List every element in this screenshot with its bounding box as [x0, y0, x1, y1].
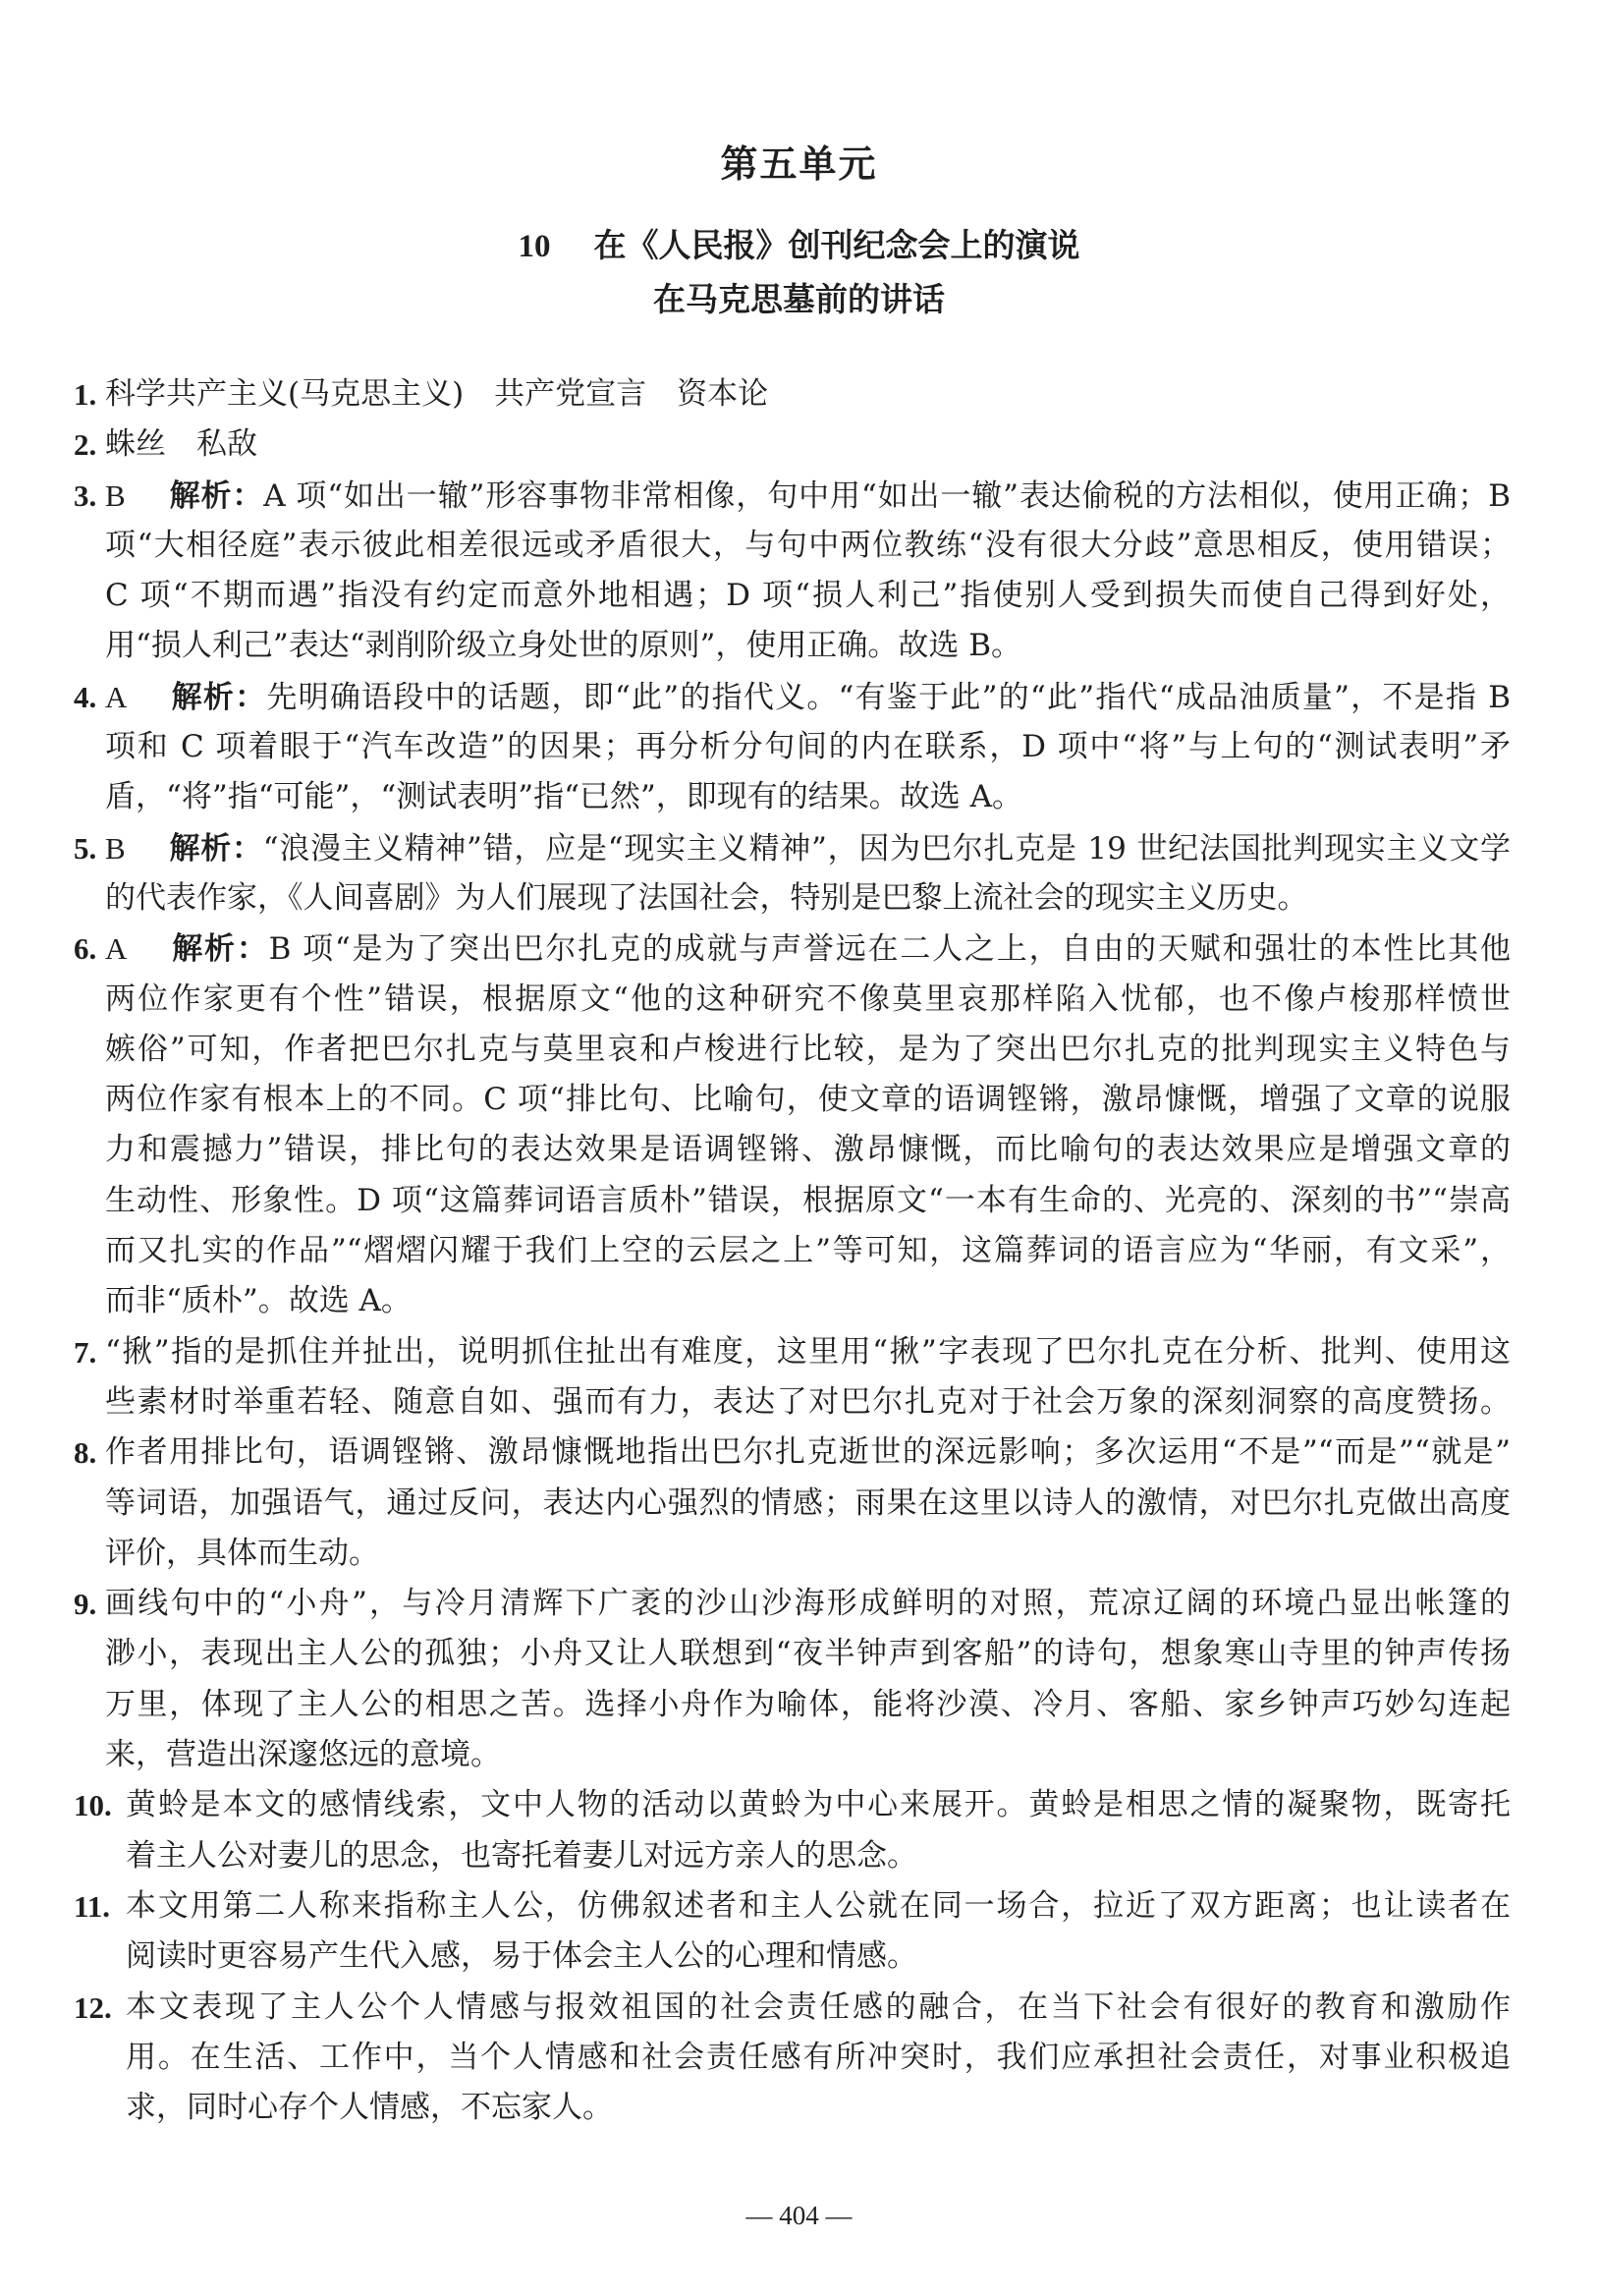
- answer-line: [126, 1932, 1511, 1982]
- answer-line: [105, 420, 1511, 470]
- answer-text: C 项“不期而遇”指没有约定而意外地相遇；D 项“损人利己”指使别人受到损失而使自己得到好处，: [105, 578, 1511, 614]
- item-number: 6.: [74, 931, 97, 967]
- analysis-label: 解析：: [170, 679, 267, 715]
- answer-text: 先明确语段中的话题，即“此”的指代义。“有鉴于此”的“此”指代“成品油质量”，不是指 B: [266, 679, 1511, 715]
- item-number: 12.: [74, 1989, 112, 2025]
- answer-text: 力和震撼力”错误，排比句的表达效果是语调铿锵、激昂慷慨，而比喻句的表达效果应是增强文章的: [105, 1132, 1511, 1168]
- answer-body: [126, 1780, 1511, 1881]
- answer-line: [126, 2083, 1511, 2133]
- answer-text: B 项“是为了突出巴尔扎克的成就与声誉远在二人之上，自由的天赋和强壮的本性比其他: [268, 931, 1511, 968]
- answer-text: “揪”指的是抓住并扯出，说明抓住扯出有难度，这里用“揪”字表现了巴尔扎克在分析、批判、使用这: [105, 1333, 1511, 1370]
- answer-text: 科学共产主义(马克思主义) 共产党宣言 资本论: [105, 376, 769, 412]
- answer-line: [126, 1780, 1511, 1830]
- answer-line: [126, 2033, 1511, 2083]
- answer-text: 用。在生活、工作中，当个人情感和社会责任感有所冲突时，我们应承担社会责任，对事业积极追: [126, 2039, 1511, 2075]
- answer-body: [105, 672, 1511, 823]
- answer-text: 两位作家有根本上的不同。C 项“排比句、比喻句，使文章的语调铿锵，激昂慷慨，增强了文章的说服: [105, 1082, 1511, 1118]
- analysis-label: 解析：: [170, 931, 269, 968]
- answer-line: [126, 1831, 1511, 1881]
- answer-item: [74, 1983, 1511, 2134]
- answer-line: [105, 369, 1511, 420]
- answer-line: [105, 1125, 1511, 1175]
- answer-item: [74, 369, 1511, 420]
- answer-item: [74, 1428, 1511, 1579]
- answer-line: [105, 1276, 1511, 1326]
- answer-body: [105, 1579, 1511, 1780]
- answer-text: 嫉俗”可知，作者把巴尔扎克与莫里哀和卢梭进行比较，是为了突出巴尔扎克的批判现实主义特色与: [105, 1031, 1511, 1067]
- answer-list: [74, 369, 1511, 2133]
- answer-line: [105, 823, 1511, 873]
- lesson-heading: [0, 221, 1598, 271]
- answer-choice: A: [105, 679, 128, 714]
- answer-text: 来，营造出深邃悠远的意境。: [105, 1737, 501, 1773]
- item-number: 1.: [74, 377, 97, 412]
- answer-choice: A: [105, 931, 128, 967]
- answer-text: 而非“质朴”。故选 A。: [105, 1283, 412, 1319]
- answer-line: [105, 772, 1511, 822]
- answer-line: [105, 1327, 1511, 1377]
- answer-line: [105, 1579, 1511, 1629]
- answer-item: [74, 471, 1511, 672]
- answer-body: [126, 1881, 1511, 1983]
- answer-text: 的代表作家，《人间喜剧》为人们展现了法国社会，特别是巴黎上流社会的现实主义历史。: [105, 879, 1308, 916]
- answer-text: 等词语，加强语气，通过反问，表达内心强烈的情感；雨果在这里以诗人的激情，对巴尔扎克做出高度: [105, 1484, 1511, 1521]
- item-number: 7.: [74, 1334, 97, 1370]
- answer-body: [105, 369, 1511, 420]
- answer-body: [105, 420, 1511, 470]
- answer-line: [105, 975, 1511, 1025]
- answer-body: [105, 1327, 1511, 1428]
- page-number: — 404 —: [745, 2201, 853, 2230]
- answer-body: [126, 1983, 1511, 2134]
- answer-line: [105, 571, 1511, 621]
- answer-text: 两位作家更有个性”错误，根据原文“他的这种研究不像莫里哀那样陷入忧郁，也不像卢梭那样愤世: [105, 980, 1511, 1017]
- answer-item: [74, 1780, 1511, 1881]
- answer-line: [105, 1226, 1511, 1276]
- answer-item: [74, 924, 1511, 1326]
- answer-choice: B: [105, 477, 126, 513]
- answer-line: [105, 672, 1511, 722]
- answer-text: 项和 C 项着眼于“汽车改造”的因果；再分析分句间的内在联系，D 项中“将”与上句的“测试表明”矛: [105, 729, 1511, 765]
- answer-text: 项“大相径庭”表示彼此相差很远或矛盾很大，与句中两位教练“没有很大分歧”意思相反，使用错误；: [105, 527, 1511, 563]
- answer-item: [74, 1327, 1511, 1428]
- item-number: 8.: [74, 1435, 97, 1471]
- answer-line: [105, 1479, 1511, 1529]
- analysis-label: 解析：: [168, 477, 264, 514]
- answer-body: [105, 1428, 1511, 1579]
- answer-line: [105, 1075, 1511, 1125]
- answer-text: 蛛丝 私敌: [105, 426, 257, 463]
- answer-text: 评价，具体而生动。: [105, 1535, 379, 1571]
- answer-text: A 项“如出一辙”形容事物非常相像，句中用“如出一辙”表达偷税的方法相似，使用正确；B: [263, 477, 1511, 514]
- answer-text: 作者用排比句，语调铿锵、激昂慷慨地指出巴尔扎克逝世的深远影响；多次运用“不是”“而是”“就是”: [105, 1434, 1511, 1471]
- answer-line: [105, 1377, 1511, 1428]
- answer-body: [105, 823, 1511, 924]
- item-number: 4.: [74, 679, 97, 714]
- answer-line: [105, 621, 1511, 671]
- answer-line: [105, 521, 1511, 571]
- answer-line: [105, 873, 1511, 924]
- answer-text: 渺小，表现出主人公的孤独；小舟又让人联想到“夜半钟声到客船”的诗句，想象寒山寺里的钟声传扬: [105, 1636, 1511, 1672]
- answer-text: 阅读时更容易产生代入感，易于体会主人公的心理和情感。: [126, 1938, 917, 1975]
- answer-text: 用“损人利己”表达“剥削阶级立身处世的原则”，使用正确。故选 B。: [105, 628, 1022, 664]
- answer-text: 本文表现了主人公个人情感与报效祖国的社会责任感的融合，在当下社会有很好的教育和激励作: [126, 1988, 1511, 2025]
- answer-line: [105, 1025, 1511, 1075]
- item-number: 2.: [74, 427, 97, 463]
- answer-line: [105, 1730, 1511, 1780]
- item-number: 11.: [74, 1888, 111, 1924]
- answer-text: 而又扎实的作品”“熠熠闪耀于我们上空的云层之上”等可知，这篇葬词的语言应为“华丽，有文采”，: [105, 1233, 1511, 1269]
- answer-text: 些素材时举重若轻、随意自如、强而有力，表达了对巴尔扎克对于社会万象的深刻洞察的高度赞扬。: [105, 1383, 1511, 1420]
- answer-text: “浪漫主义精神”错，应是“现实主义精神”，因为巴尔扎克是 19 世纪法国批判现实主义文学: [262, 830, 1511, 867]
- item-number: 5.: [74, 830, 97, 866]
- item-number: 3.: [74, 477, 97, 513]
- answer-line: [105, 722, 1511, 772]
- lesson-title: 在《人民报》创刊纪念会上的演说: [593, 226, 1080, 264]
- unit-title: 第五单元: [720, 141, 878, 186]
- item-number: 9.: [74, 1587, 97, 1622]
- answer-line: [126, 1881, 1511, 1932]
- answer-line: [105, 471, 1511, 521]
- answer-line: [105, 924, 1511, 974]
- answer-text: 本文用第二人称来指称主人公，仿佛叙述者和主人公就在同一场合，拉近了双方距离；也让读者在: [126, 1887, 1511, 1924]
- answer-text: 画线句中的“小舟”，与冷月清辉下广袤的沙山沙海形成鲜明的对照，荒凉辽阔的环境凸显出帐篷的: [105, 1586, 1511, 1622]
- answer-text: 万里，体现了主人公的相思之苦。选择小舟作为喻体，能将沙漠、冷月、客船、家乡钟声巧妙勾连起: [105, 1686, 1511, 1722]
- lesson-number: 10: [518, 229, 551, 264]
- answer-text: 黄蛉是本文的感情线索，文中人物的活动以黄蛉为中心来展开。黄蛉是相思之情的凝聚物，既寄托: [126, 1787, 1511, 1823]
- answer-item: [74, 420, 1511, 470]
- answer-text: 着主人公对妻儿的思念，也寄托着妻儿对远方亲人的思念。: [126, 1837, 917, 1874]
- answer-line: [105, 1680, 1511, 1730]
- answer-line: [105, 1428, 1511, 1478]
- answer-text: 生动性、形象性。D 项“这篇葬词语言质朴”错误，根据原文“一本有生命的、光亮的、深刻的书”“崇高: [105, 1182, 1511, 1218]
- answer-item: [74, 1881, 1511, 1983]
- answer-body: [105, 471, 1511, 672]
- answer-line: [126, 1983, 1511, 2033]
- answer-item: [74, 823, 1511, 924]
- answer-choice: B: [105, 830, 126, 866]
- item-number: 10.: [74, 1788, 112, 1823]
- answer-body: [105, 924, 1511, 1326]
- answer-text: 求，同时心存个人情感，不忘家人。: [126, 2090, 613, 2126]
- answer-line: [105, 1629, 1511, 1679]
- answer-item: [74, 672, 1511, 823]
- answer-line: [105, 1176, 1511, 1226]
- analysis-label: 解析：: [168, 830, 263, 867]
- answer-text: 盾，“将”指“可能”，“测试表明”指“已然”，即现有的结果。故选 A。: [105, 779, 1023, 815]
- answer-item: [74, 1579, 1511, 1780]
- answer-line: [105, 1529, 1511, 1579]
- lesson-subtitle: 在马克思墓前的讲话: [653, 280, 945, 318]
